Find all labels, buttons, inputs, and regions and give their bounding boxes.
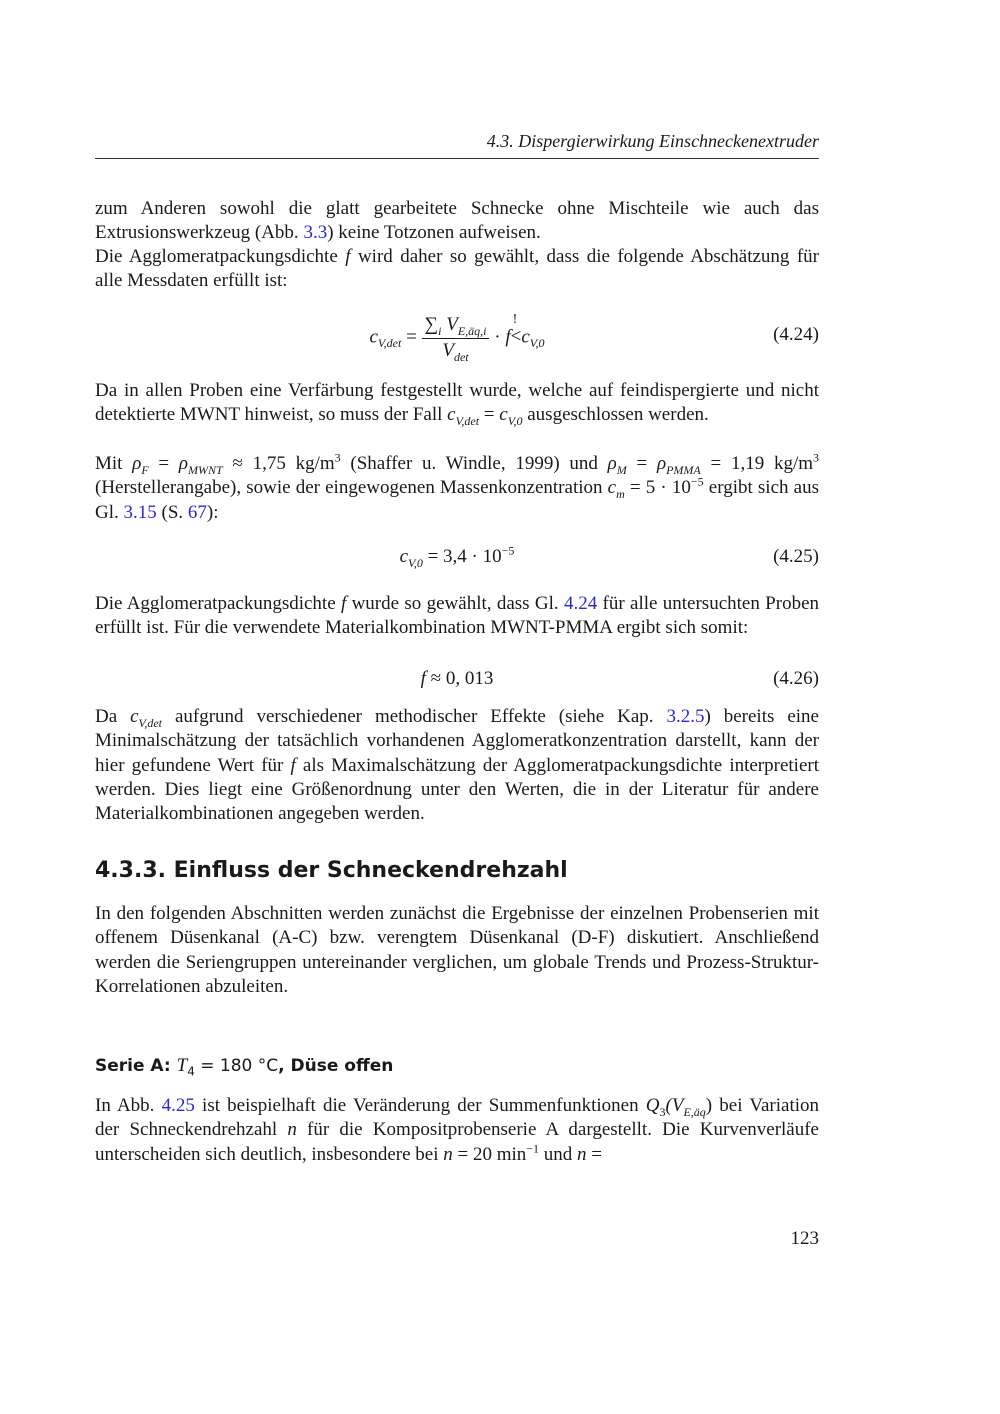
text-span: Da in allen Proben eine Verfärbung festgestellt wurde, welche auf feindispergierte und nicht detektierte MWNT hinweist, so muss der Fall [95, 380, 819, 426]
equation-4-26 [95, 668, 819, 708]
math-var: T [176, 1055, 188, 1076]
math-var: c [607, 477, 617, 499]
ref-link-eq-3-15[interactable]: 3.15 [123, 501, 157, 523]
math-sub: det [453, 349, 469, 364]
math-sub: E,äq [683, 1104, 706, 1119]
math-op: · [489, 326, 506, 348]
equation-body [95, 314, 819, 362]
text-span: für die Kompositprobenserie A dargestellt. Die Kurvenverläufe unterscheiden sich deutlich, insbesondere bei [95, 1119, 819, 1165]
math-var: c [499, 404, 508, 426]
math-expr: = 3,4 · 10 [422, 546, 502, 567]
text-span: (S. [156, 501, 188, 523]
paragraph-3 [95, 379, 819, 428]
math-expr: ≈ 0, 013 [425, 668, 494, 689]
text-span: zum Anderen sowohl die glatt gearbeitete Schnecke ohne Mischteile wie auch das Extrusionswerkzeug (Abb. [95, 198, 819, 244]
text-span: = 5 · 10 [624, 477, 691, 499]
text-span: = [586, 1143, 603, 1165]
text-span: ausgeschlossen werden. [522, 404, 709, 426]
page-number: 123 [790, 1228, 819, 1249]
math-var: ρ [656, 453, 667, 474]
equation-number: (4.26) [773, 668, 819, 689]
text-span: Die Agglomeratpackungsdichte [95, 246, 346, 267]
text-span: ) bereits eine Minimalschätzung der tatsächlich vorhandenen Agglomeratkonzentration darstellt, kann der hier gefundene Wert für [95, 706, 819, 776]
math-var: c [130, 706, 139, 727]
fraction-numerator [422, 314, 490, 339]
math-sub: m [616, 487, 625, 502]
text-span: wurde so gewählt, dass Gl. [346, 593, 564, 614]
ref-link-chapter-3-2-5[interactable]: 3.2.5 [666, 706, 705, 727]
math-sub: V,det [138, 715, 162, 730]
math-var: (V [665, 1095, 684, 1116]
math-var: f [505, 326, 511, 348]
math-var: c [369, 326, 378, 348]
math-sub: M [616, 462, 627, 477]
text-span: = 1,19 kg/m [700, 453, 813, 474]
ref-link-fig-4-25[interactable]: 4.25 [161, 1095, 195, 1116]
paragraph-5 [95, 592, 819, 641]
equation-body [95, 543, 819, 570]
math-sup: 3 [334, 450, 341, 465]
math-op: ∑ [424, 314, 439, 335]
math-op: = [626, 453, 657, 474]
math-var: ρ [178, 453, 188, 474]
text-span: = 20 min [452, 1143, 527, 1165]
text-span: (Herstellerangabe), sowie der eingewogenen Massenkonzentration [95, 477, 608, 499]
text-span: In Abb. [95, 1095, 162, 1116]
text-span: (Shaffer u. Windle, 1999) und [340, 453, 608, 474]
text-span: Da [95, 706, 131, 727]
math-var: c [399, 546, 409, 567]
math-sup: −5 [690, 474, 704, 489]
math-sub: E,äq,i [457, 323, 487, 338]
math-var: n [443, 1143, 453, 1165]
paragraph-7: In den folgenden Abschnitten werden zunächst die Ergebnisse der einzelnen Probenserien mit offenem Düsenkanal (A-C) bzw. verengtem Düsenkanal (D-F) diskutiert. Anschließend werden die Seriengruppen untereinander verglichen, um globale Trends und Prozess-Struktur-Korrelationen abzuleiten. [95, 903, 819, 997]
text-span: als Maximalschätzung der Agglomeratpackungsdichte interpretiert werden. Dies liegt eine Größenordnung unter den Werten, die in der Literatur für andere Materialkombinationen angegeben werden. [95, 754, 819, 825]
math-var: f [345, 246, 351, 267]
text-span: und [539, 1143, 578, 1165]
math-sub: PMMA [666, 462, 701, 477]
text-span: Serie A: [95, 1056, 177, 1076]
running-head: 4.3. Dispergierwirkung Einschneckenextruder [95, 131, 819, 159]
section-heading: 4.3.3. Einfluss der Schneckendrehzahl [95, 858, 568, 883]
ref-link-page-67[interactable]: 67 [187, 501, 207, 523]
text-span: für alle untersuchten Proben erfüllt ist. Für die verwendete Materialkombination MWNT-PMMA ergibt sich somit: [95, 593, 820, 639]
text-span: wird daher so gewählt, dass die folgende Abschätzung für alle Messdaten erfüllt ist: [95, 246, 820, 292]
equation-4-24 [95, 312, 819, 364]
text-span: , Düse offen [278, 1056, 394, 1076]
paragraph-1 [95, 197, 819, 246]
math-var: Q [645, 1095, 660, 1116]
math-sub: V,0 [529, 336, 545, 351]
ref-link-eq-4-24[interactable]: 4.24 [563, 593, 598, 614]
subsection-heading [95, 1055, 819, 1077]
math-sub: F [141, 462, 149, 477]
math-op: = [479, 404, 500, 426]
math-sub: 4 [187, 1064, 195, 1079]
math-var: f [340, 593, 347, 614]
text-span: Mit [95, 453, 133, 474]
text-span: aufgrund verschiedener methodischer Effekte (siehe Kap. [162, 706, 667, 727]
equation-body [95, 668, 819, 690]
equation-number: (4.24) [773, 324, 819, 345]
relation-mark: ! [512, 312, 518, 328]
math-sub: 3 [659, 1104, 666, 1119]
math-var: f [290, 754, 296, 776]
math-sup: −1 [526, 1141, 540, 1156]
math-op: < [510, 326, 522, 348]
math-sub: V,det [377, 336, 402, 351]
fraction-denominator [422, 339, 490, 362]
text-span: ist beispielhaft die Veränderung der Summenfunktionen [194, 1095, 646, 1116]
text-span: ergibt sich aus Gl. [95, 477, 819, 523]
relation-stack [510, 312, 522, 348]
math-sub: MWNT [188, 462, 223, 477]
math-var: n [577, 1143, 587, 1165]
math-sup: 3 [813, 450, 819, 465]
text-span: = 180 °C [194, 1056, 279, 1076]
paragraph-6 [95, 705, 819, 826]
math-sub: i [438, 323, 442, 338]
math-var: n [287, 1119, 297, 1141]
math-op: = [148, 453, 179, 474]
math-var: f [420, 668, 426, 689]
text-span: ≈ 1,75 kg/m [222, 453, 335, 474]
text-span: ): [206, 501, 219, 523]
math-var: c [521, 326, 530, 348]
text-span: ) bei Variation der Schneckendrehzahl [95, 1095, 819, 1141]
math-var: ρ [607, 453, 617, 474]
math-sub: V,0 [507, 414, 523, 429]
math-op: = [401, 326, 422, 348]
text-span: Die Agglomeratpackungsdichte [95, 593, 341, 614]
equation-4-25 [95, 543, 819, 586]
text-span: ) keine Totzonen aufweisen. [327, 222, 541, 244]
math-sub: V,det [455, 414, 480, 429]
math-var: V [441, 314, 458, 335]
ref-link-fig-3-3[interactable]: 3.3 [303, 222, 328, 244]
paragraph-8 [95, 1094, 819, 1167]
math-var: ρ [132, 453, 142, 474]
math-var: V [442, 340, 454, 361]
paragraph-2 [95, 245, 819, 294]
math-sub: V,0 [408, 555, 423, 570]
fraction [422, 314, 490, 362]
paragraph-4 [95, 452, 819, 525]
math-var: c [447, 404, 456, 426]
math-sup: −5 [501, 543, 515, 558]
equation-number: (4.25) [773, 546, 819, 567]
